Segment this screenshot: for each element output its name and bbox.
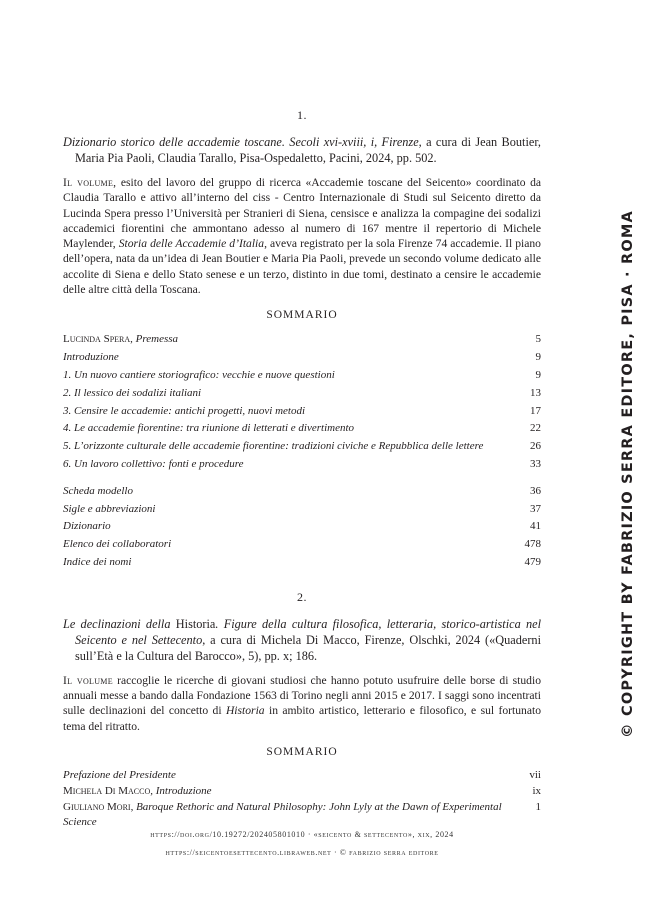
toc-entry-title: Introduzione: [63, 351, 119, 364]
table-of-contents: [63, 768, 541, 831]
book-details: a cura di Jean Boutier, Maria Pia Paoli, Claudia Tarallo, Pisa-Ospedaletto, Pacini, 2024, pp. 502.: [75, 135, 541, 165]
toc-entry-page: 36: [530, 484, 541, 497]
toc-entry-author: Giuliano Mori: [63, 800, 131, 813]
toc-entry: [63, 784, 541, 800]
toc-entry: [63, 483, 541, 501]
toc-entry-page: 26: [530, 440, 541, 453]
toc-entry-page: 41: [530, 520, 541, 533]
toc-entry-title: Lucinda Spera, Premessa: [63, 333, 179, 346]
toc-entry-title: 1. Un nuovo cantiere storiografico: vecchie e nuove questioni: [63, 368, 335, 381]
section-number: 1.: [297, 108, 307, 122]
book-citation: [63, 134, 541, 166]
toc-entry-page: vii: [529, 768, 541, 781]
toc-entry-page: 17: [530, 404, 541, 417]
toc-entry-page: 5: [535, 333, 541, 346]
toc-entry-page: 478: [524, 538, 541, 551]
toc-entry: [63, 349, 541, 367]
toc-entry-page: ix: [532, 784, 541, 797]
toc-entry-page: 1: [535, 800, 541, 813]
copyright-text: © COPYRIGHT BY FABRIZIO SERRA EDITORE, PISA · ROMA: [620, 210, 636, 738]
footer-doi: https://doi.org/10.19272/202405801010 · «seicento & settecento», xix, 2024: [150, 830, 454, 839]
book-citation: [63, 616, 541, 664]
book-title: Dizionario storico delle accademie toscane. Secoli xvi-xviii, i, Firenze,: [63, 135, 422, 149]
toc-entry-page: 33: [530, 457, 541, 470]
toc-entry: [63, 768, 541, 784]
summary-heading: SOMMARIO: [266, 309, 338, 322]
toc-entry: [63, 331, 541, 349]
toc-entry-title: Indice dei nomi: [63, 555, 132, 568]
toc-entry-page: 22: [530, 422, 541, 435]
section-number: 2.: [297, 589, 307, 604]
review-section-1: [63, 108, 541, 572]
summary-heading: SOMMARIO: [266, 745, 338, 758]
abstract-paragraph: Il volume, esito del lavoro del gruppo di ricerca «Accademie toscane del Seicento» coordinato da Claudia Tarallo e attivo all’interno del ciss - Centro Internazionale di Studi sul Seicento diretto da Lucinda Spera presso l’Università per Stranieri di Siena, censisce e analizza la compagine dei sodalizi accademici fiorentini che ammontano adesso al numero di 167 mentre il repertorio di Michele Maylender, Storia delle Accademie d’Italia, aveva registrato per la sola Firenze 74 accademie. Il piano dell’opera, nata da un’idea di Jean Boutier e Maria Pia Paoli, prevede un secondo volume dedicato alle accolite di Siena e dello Stato senese e un terzo, distinto in due tomi, destinato a censire le accademie delle altre città della Toscana.: [63, 176, 542, 297]
toc-entry-title: Dizionario: [63, 520, 111, 533]
abstract-lead: Il volume,: [63, 176, 117, 189]
toc-entry: [63, 385, 541, 403]
toc-entry: [63, 518, 541, 536]
toc-entry-page: 9: [535, 351, 541, 364]
toc-entry-title: 4. Le accademie fiorentine: tra riunione di letterati e divertimento: [63, 422, 355, 435]
toc-entry: [63, 438, 541, 456]
toc-entry: [63, 501, 541, 519]
toc-entry: [63, 536, 541, 554]
table-of-contents: [63, 331, 541, 571]
toc-entry: [63, 554, 541, 572]
toc-entry: [63, 456, 541, 474]
toc-entry-page: 9: [535, 368, 541, 381]
book-title: Le declinazioni della Historia. Figure della cultura filosofica, letteraria, storico-artistica nel Seicento e nel Settecento: [63, 616, 542, 647]
toc-entry-title: Prefazione del Presidente: [63, 768, 176, 781]
toc-entry-title: 6. Un lavoro collettivo: fonti e procedure: [63, 457, 244, 470]
toc-entry-title: 5. L’orizzonte culturale delle accademie fiorentine: tradizioni civiche e Repubblica delle lettere: [63, 440, 484, 453]
toc-entry-title: 2. Il lessico dei sodalizi italiani: [63, 386, 202, 399]
toc-entry-page: 479: [524, 555, 541, 568]
toc-entry-author: Michela Di Macco: [63, 784, 151, 797]
abstract-paragraph: Il volume raccoglie le ricerche di giovani studiosi che hanno potuto usufruire delle borse di studio annuali messe a bando dalla Fondazione 1563 di Torino negli anni 2015 e 2017. I saggi sono incentrati sulle declinazioni del concetto di Historia in ambito artistico, letterario e filosofico, e sul fortunato tema del ritratto.: [63, 673, 542, 733]
toc-entry: [63, 403, 541, 421]
toc-entry-title: Scheda modello: [63, 484, 133, 497]
footer-website: https://seicentoesettecento.libraweb.net · © fabrizio serra editore: [165, 848, 439, 857]
toc-entry-title: 3. Censire le accademie: antichi progetti, nuovi metodi: [63, 404, 306, 417]
toc-entry-author: Lucinda Spera: [63, 333, 131, 346]
page-content: [63, 108, 541, 831]
book-details: , a cura di Michela Di Macco, Firenze, Olschki, 2024 («Quaderni sull’Età e la Cultura del Barocco», 5), pp. x; 186.: [75, 632, 541, 663]
toc-entry-page: 37: [530, 502, 541, 515]
toc-entry-title: Sigle e abbreviazioni: [63, 502, 156, 515]
abstract-lead: Il volume: [63, 673, 113, 687]
toc-entry-title: Elenco dei collaboratori: [63, 538, 172, 551]
toc-entry-title: Michela Di Macco, Introduzione: [63, 784, 212, 797]
toc-entry: [63, 367, 541, 385]
toc-entry-page: 13: [530, 386, 541, 399]
review-section-2: [63, 590, 541, 831]
toc-entry-title: Giuliano Mori, Baroque Rethoric and Natural Philosophy: John Lyly at the Dawn of Experimental Science: [63, 800, 502, 829]
toc-entry: [63, 800, 541, 832]
toc-entry: [63, 420, 541, 438]
